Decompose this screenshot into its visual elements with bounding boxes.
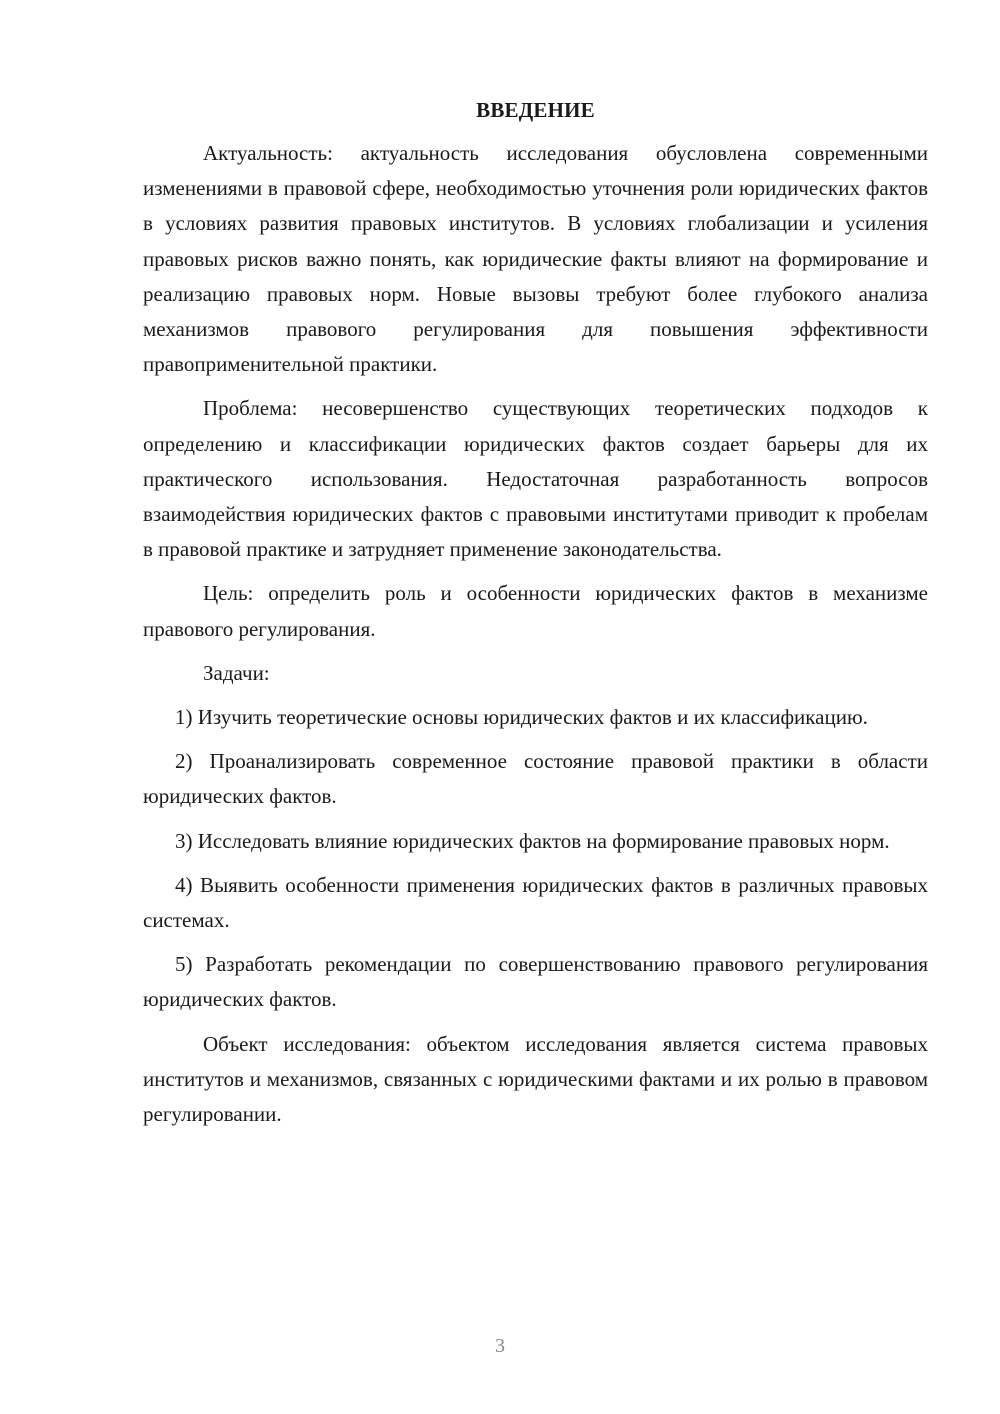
object-paragraph: Объект исследования: объектом исследования является система правовых институтов и механизмов, связанных с юридическими фактами и их ролью в правовом регулировании. xyxy=(143,1031,928,1127)
page-number: 3 xyxy=(495,1335,505,1357)
task-item-2: 2) Проанализировать современное состояние правовой практики в области юридических фактов. xyxy=(143,749,928,809)
relevance-paragraph: Актуальность: актуальность исследования обусловлена современными изменениями в правовой сфере, необходимостью уточнения роли юридических фактов в условиях развития правовых институтов. В условиях глобализации и усиления правовых рисков важно понять, как юридические факты влияют на формирование и реализацию правовых норм. Новые вызовы требуют более глубокого анализа механизмов правового регулирования для повышения эффективности правоприменительной практики. xyxy=(143,141,928,377)
problem-paragraph: Проблема: несовершенство существующих теоретических подходов к определению и классификации юридических фактов создает барьеры для их практического использования. Недостаточная разработанность вопросов взаимодействия юридических фактов с правовыми институтами приводит к пробелам в правовой практике и затрудняет применение законодательства. xyxy=(143,396,928,562)
task-item-1: 1) Изучить теоретические основы юридических фактов и их классификацию. xyxy=(175,705,868,730)
task-item-3: 3) Исследовать влияние юридических фактов на формирование правовых норм. xyxy=(175,828,890,853)
goal-paragraph: Цель: определить роль и особенности юридических фактов в механизме правового регулирования. xyxy=(143,581,928,641)
task-item-5: 5) Разработать рекомендации по совершенствованию правового регулирования юридических фактов. xyxy=(143,952,928,1012)
task-item-4: 4) Выявить особенности применения юридических фактов в различных правовых системах. xyxy=(143,872,928,933)
tasks-label: Задачи: xyxy=(203,660,270,685)
section-heading: ВВЕДЕНИЕ xyxy=(476,98,595,122)
document-page xyxy=(143,93,928,1132)
